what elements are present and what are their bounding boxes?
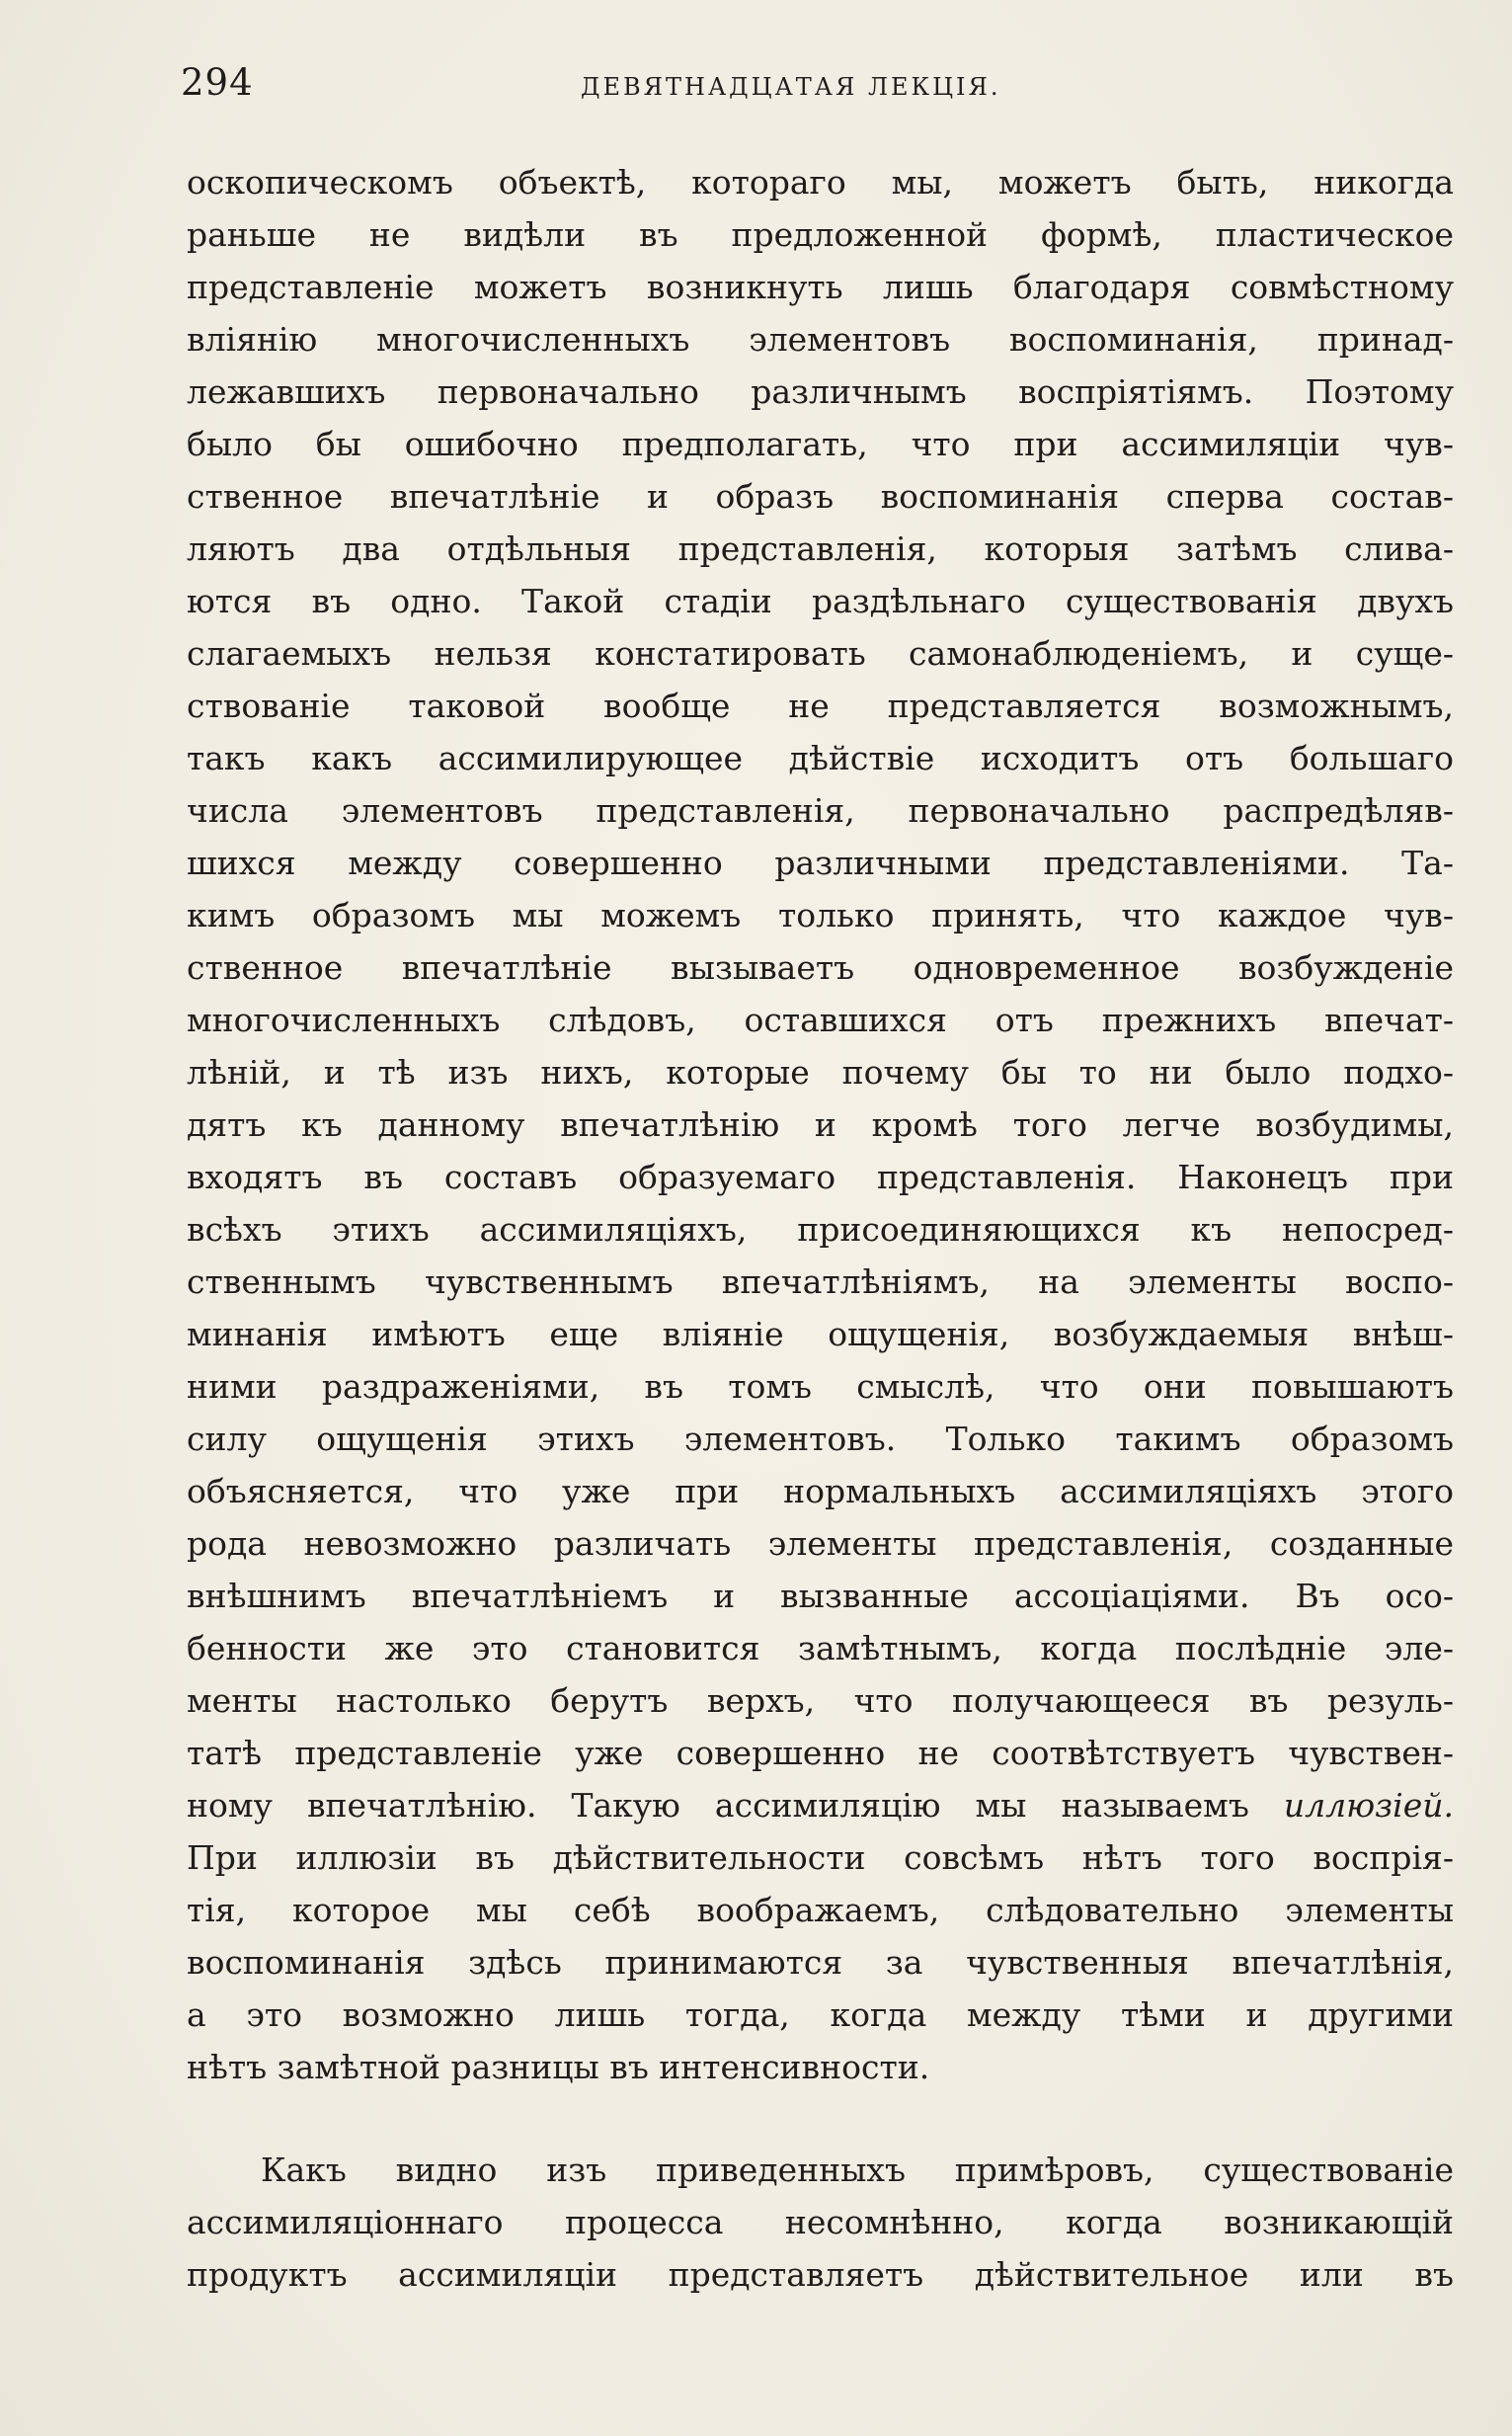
text-line: лежавшихъ первоначально различнымъ воспріятіямъ. Поэтому xyxy=(187,372,1454,411)
running-title: ДЕВЯТНАДЦАТАЯ ЛЕКЦІЯ. xyxy=(581,73,1001,101)
text-line: вліянію многочисленныхъ элементовъ воспоминанія, принад- xyxy=(187,320,1454,359)
text-line: кимъ образомъ мы можемъ только принять, что каждое чув- xyxy=(187,896,1454,934)
text-line: слагаемыхъ нельзя констатировать самонаблюденіемъ, и суще- xyxy=(187,634,1454,673)
text-segment: ному впечатлѣнію. Такую ассимиляцію мы называемъ xyxy=(187,1786,1284,1825)
text-line: ственное впечатлѣніе вызываетъ одновременное возбужденіе xyxy=(187,948,1454,987)
text-line: рода невозможно различать элементы представленія, созданные xyxy=(187,1524,1454,1563)
body-text xyxy=(187,156,1454,2301)
text-line: Какъ видно изъ приведенныхъ примѣровъ, существованіе xyxy=(261,2151,1454,2189)
text-line: тія, которое мы себѣ воображаемъ, слѣдовательно элементы xyxy=(187,1891,1454,1929)
text-line-with-emphasis xyxy=(187,1779,1454,1831)
text-line: ствованіе таковой вообще не представляется возможнымъ, xyxy=(187,687,1454,725)
page-number: 294 xyxy=(181,61,254,104)
text-line: нѣтъ замѣтной разницы въ интенсивности. xyxy=(187,2048,930,2086)
text-line: числа элементовъ представленія, первоначально распредѣляв- xyxy=(187,791,1454,830)
paragraph-2 xyxy=(187,2144,1454,2301)
text-line: оскопическомъ объектѣ, котораго мы, можетъ быть, никогда xyxy=(187,163,1454,202)
paragraph-1 xyxy=(187,156,1454,2093)
emphasized-term: иллюзіей. xyxy=(1283,1786,1454,1825)
text-line: ляютъ два отдѣльныя представленія, которыя затѣмъ слива- xyxy=(187,529,1454,568)
text-line: лѣній, и тѣ изъ нихъ, которые почему бы то ни было подхо- xyxy=(187,1053,1454,1092)
text-line: внѣшнимъ впечатлѣніемъ и вызванные ассоціаціями. Въ осо- xyxy=(187,1577,1454,1615)
text-line: такъ какъ ассимилирующее дѣйствіе исходитъ отъ большаго xyxy=(187,739,1454,777)
text-line: а это возможно лишь тогда, когда между тѣми и другими xyxy=(187,1995,1454,2034)
text-line: продуктъ ассимиляціи представляетъ дѣйствительное или въ xyxy=(187,2255,1454,2294)
text-line: было бы ошибочно предполагать, что при ассимиляціи чув- xyxy=(187,425,1454,463)
text-line: ними раздраженіями, въ томъ смыслѣ, что они повышаютъ xyxy=(187,1367,1454,1406)
text-line: объясняется, что уже при нормальныхъ ассимиляціяхъ этого xyxy=(187,1472,1454,1510)
text-line: силу ощущенія этихъ элементовъ. Только такимъ образомъ xyxy=(187,1420,1454,1458)
text-line: входятъ въ составъ образуемаго представленія. Наконецъ при xyxy=(187,1158,1454,1196)
text-line: ственное впечатлѣніе и образъ воспоминанія сперва состав- xyxy=(187,477,1454,516)
text-line: воспоминанія здѣсь принимаются за чувственныя впечатлѣнія, xyxy=(187,1943,1454,1982)
text-line: ственнымъ чувственнымъ впечатлѣніямъ, на элементы воспо- xyxy=(187,1262,1454,1301)
text-line: ассимиляціоннаго процесса несомнѣнно, когда возникающій xyxy=(187,2203,1454,2241)
text-line: менты настолько берутъ верхъ, что получающееся въ резуль- xyxy=(187,1681,1454,1720)
text-line: шихся между совершенно различными представленіями. Та- xyxy=(187,844,1454,882)
text-line: многочисленныхъ слѣдовъ, оставшихся отъ прежнихъ впечат- xyxy=(187,1001,1454,1039)
text-line: татѣ представленіе уже совершенно не соотвѣтствуетъ чувствен- xyxy=(187,1734,1454,1772)
text-line: всѣхъ этихъ ассимиляціяхъ, присоединяющихся къ непосред- xyxy=(187,1210,1454,1249)
text-line: представленіе можетъ возникнуть лишь благодаря совмѣстному xyxy=(187,268,1454,306)
text-line: При иллюзіи въ дѣйствительности совсѣмъ нѣтъ того воспрія- xyxy=(187,1838,1454,1877)
text-line: минанія имѣютъ еще вліяніе ощущенія, возбуждаемыя внѣш- xyxy=(187,1315,1454,1353)
paragraph-gap xyxy=(187,2093,1454,2144)
text-line: бенности же это становится замѣтнымъ, когда послѣдніе эле- xyxy=(187,1629,1454,1667)
text-line: раньше не видѣли въ предложенной формѣ, пластическое xyxy=(187,215,1454,254)
text-line: ются въ одно. Такой стадіи раздѣльнаго существованія двухъ xyxy=(187,582,1454,620)
page-header xyxy=(181,61,1455,121)
text-line: дятъ къ данному впечатлѣнію и кромѣ того легче возбудимы, xyxy=(187,1105,1454,1144)
